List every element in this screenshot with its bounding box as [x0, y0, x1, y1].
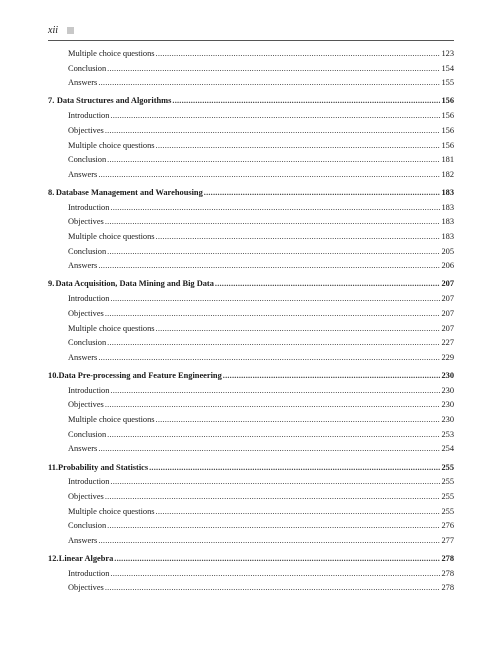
toc-item-label: Objectives [68, 125, 104, 135]
toc-item [48, 201, 454, 216]
toc-item-label: Introduction [68, 294, 110, 304]
toc-item [48, 245, 454, 260]
toc-item-page: 206 [441, 261, 454, 271]
toc-item-label: Conclusion [68, 521, 107, 531]
chapter-number: 7. [48, 96, 55, 106]
toc-item-page: 277 [441, 535, 454, 545]
toc-item [48, 62, 454, 77]
toc-item-label: Answers [68, 169, 98, 179]
toc-item-page: 156 [441, 125, 454, 135]
toc-item-page: 183 [441, 217, 454, 227]
dot-leader [98, 351, 440, 366]
toc-item-page: 278 [441, 568, 454, 578]
toc-item-page: 255 [441, 491, 454, 501]
toc-item-label: Multiple choice questions [68, 140, 155, 150]
chapter-title: Data Acquisition, Data Mining and Big Data [55, 279, 214, 289]
dot-leader [172, 94, 440, 109]
toc-item-label: Introduction [68, 385, 110, 395]
toc-item-label: Objectives [68, 491, 104, 501]
toc-item-page: 182 [441, 169, 454, 179]
toc-item-label: Answers [68, 352, 98, 362]
dot-leader [107, 336, 440, 351]
toc-item [48, 519, 454, 534]
toc-item-label: Multiple choice questions [68, 232, 155, 242]
chapter-title: Data Structures and Algorithms [56, 96, 172, 106]
chapter-number: 8. [48, 187, 55, 197]
toc-item-page: 155 [441, 78, 454, 88]
toc-item-label: Introduction [68, 477, 110, 487]
toc-item [48, 230, 454, 245]
toc-item-page: 278 [441, 583, 454, 593]
toc-item [48, 153, 454, 168]
page-number: xii [48, 25, 58, 36]
toc-item-label: Objectives [68, 217, 104, 227]
dot-leader [110, 109, 440, 124]
dot-leader [110, 292, 440, 307]
dot-leader [110, 384, 440, 399]
dot-leader [156, 322, 441, 337]
toc-item-label: Conclusion [68, 155, 107, 165]
toc-item [48, 351, 454, 366]
toc-item-page: 123 [441, 49, 454, 58]
toc-item [48, 109, 454, 124]
toc-chapter-8 [48, 186, 454, 201]
toc-item [48, 505, 454, 520]
dot-leader [105, 490, 441, 505]
toc-item-label: Answers [68, 535, 98, 545]
dot-leader [105, 215, 441, 230]
dot-leader [105, 124, 441, 139]
toc-item [48, 398, 454, 413]
toc-chapter-7 [48, 94, 454, 109]
toc-item-label: Multiple choice questions [68, 415, 155, 425]
chapter-title: Linear Algebra [58, 554, 114, 564]
toc-item-page: 230 [441, 385, 454, 395]
toc-chapter-9 [48, 277, 454, 292]
toc-chapter-12 [48, 552, 454, 567]
chapter-page: 207 [441, 279, 454, 289]
chapter-page: 230 [441, 371, 454, 380]
toc-chapter-10 [48, 369, 454, 384]
chapter-number: 11. [48, 462, 59, 472]
toc-item-label: Conclusion [68, 246, 107, 256]
dot-leader [105, 307, 441, 322]
chapter-title: Database Management and Warehousing [55, 187, 203, 197]
toc-item-page: 227 [441, 338, 454, 348]
toc-item-page: 254 [441, 444, 454, 454]
dot-leader [107, 519, 440, 534]
dot-leader [107, 153, 440, 168]
toc-item-label: Introduction [68, 202, 110, 212]
dot-leader [223, 369, 441, 384]
toc-item-label: Answers [68, 444, 98, 454]
dot-leader [98, 534, 440, 549]
toc-item-label: Objectives [68, 400, 104, 410]
dot-leader [98, 259, 440, 274]
toc-item-page: 207 [441, 308, 454, 318]
toc-item [48, 428, 454, 443]
dot-leader [105, 581, 441, 596]
toc-item-label: Answers [68, 78, 98, 88]
toc-item-label: Multiple choice questions [68, 323, 155, 333]
toc-item-page: 181 [441, 155, 454, 165]
dot-leader [156, 413, 441, 428]
dot-leader [110, 475, 440, 490]
toc-item-page: 207 [441, 323, 454, 333]
toc-chapter-11 [48, 461, 454, 476]
toc-item [48, 292, 454, 307]
toc-item-page: 156 [441, 111, 454, 121]
toc-item-page: 230 [441, 400, 454, 410]
toc-item-label: Conclusion [68, 429, 107, 439]
toc-item-page: 255 [441, 477, 454, 487]
toc-item [48, 490, 454, 505]
toc-item-label: Conclusion [68, 63, 107, 73]
dot-leader [98, 76, 440, 91]
dot-leader [107, 428, 440, 443]
dot-leader [156, 230, 441, 245]
toc-item [48, 215, 454, 230]
dot-leader [149, 461, 440, 476]
toc-item-label: Multiple choice questions [68, 506, 155, 516]
toc-item-page: 230 [441, 415, 454, 425]
toc-item-page: 154 [441, 63, 454, 73]
dot-leader [98, 442, 440, 457]
dot-leader [107, 62, 440, 77]
toc-item [48, 442, 454, 457]
chapter-page: 183 [441, 187, 454, 197]
header-marker [67, 27, 74, 34]
toc-item-label: Introduction [68, 568, 110, 578]
toc-item-page: 183 [441, 232, 454, 242]
chapter-number: 10. [48, 371, 59, 380]
toc-item [48, 259, 454, 274]
toc-item-page: 207 [441, 294, 454, 304]
toc-item [48, 336, 454, 351]
toc-item [48, 581, 454, 596]
toc-item-label: Introduction [68, 111, 110, 121]
toc-item-label: Multiple choice questions [68, 49, 155, 58]
dot-leader [107, 245, 440, 260]
toc-item [48, 413, 454, 428]
toc-item-label: Objectives [68, 583, 104, 593]
dot-leader [110, 201, 440, 216]
dot-leader [114, 552, 440, 567]
chapter-title: Data Pre-processing and Feature Engineering [58, 371, 222, 380]
table-of-contents [48, 47, 454, 596]
toc-item-page: 276 [441, 521, 454, 531]
toc-item-label: Conclusion [68, 338, 107, 348]
toc-item [48, 322, 454, 337]
toc-item [48, 567, 454, 582]
header-rule [48, 40, 454, 41]
dot-leader [110, 567, 440, 582]
dot-leader [215, 277, 441, 292]
dot-leader [156, 47, 441, 62]
dot-leader [105, 398, 441, 413]
dot-leader [156, 505, 441, 520]
toc-item [48, 534, 454, 549]
toc-item-label: Objectives [68, 308, 104, 318]
dot-leader [156, 139, 441, 154]
toc-item-page: 229 [441, 352, 454, 362]
chapter-number: 9. [48, 279, 55, 289]
dot-leader [204, 186, 441, 201]
toc-item [48, 384, 454, 399]
toc-item [48, 168, 454, 183]
chapter-page: 255 [441, 462, 454, 472]
toc-item-page: 205 [441, 246, 454, 256]
toc-item [48, 139, 454, 154]
toc-item [48, 124, 454, 139]
chapter-page: 278 [441, 554, 454, 564]
toc-item [48, 475, 454, 490]
toc-item-page: 253 [441, 429, 454, 439]
chapter-page: 156 [441, 96, 454, 106]
dot-leader [98, 168, 440, 183]
toc-item-page: 156 [441, 140, 454, 150]
toc-item [48, 307, 454, 322]
chapter-number: 12. [48, 554, 59, 564]
toc-item [48, 76, 454, 91]
toc-item-page: 183 [441, 202, 454, 212]
toc-item-label: Answers [68, 261, 98, 271]
toc-item-page: 255 [441, 506, 454, 516]
toc-item [48, 47, 454, 62]
running-header [48, 24, 454, 38]
chapter-title: Probability and Statistics [58, 462, 149, 472]
